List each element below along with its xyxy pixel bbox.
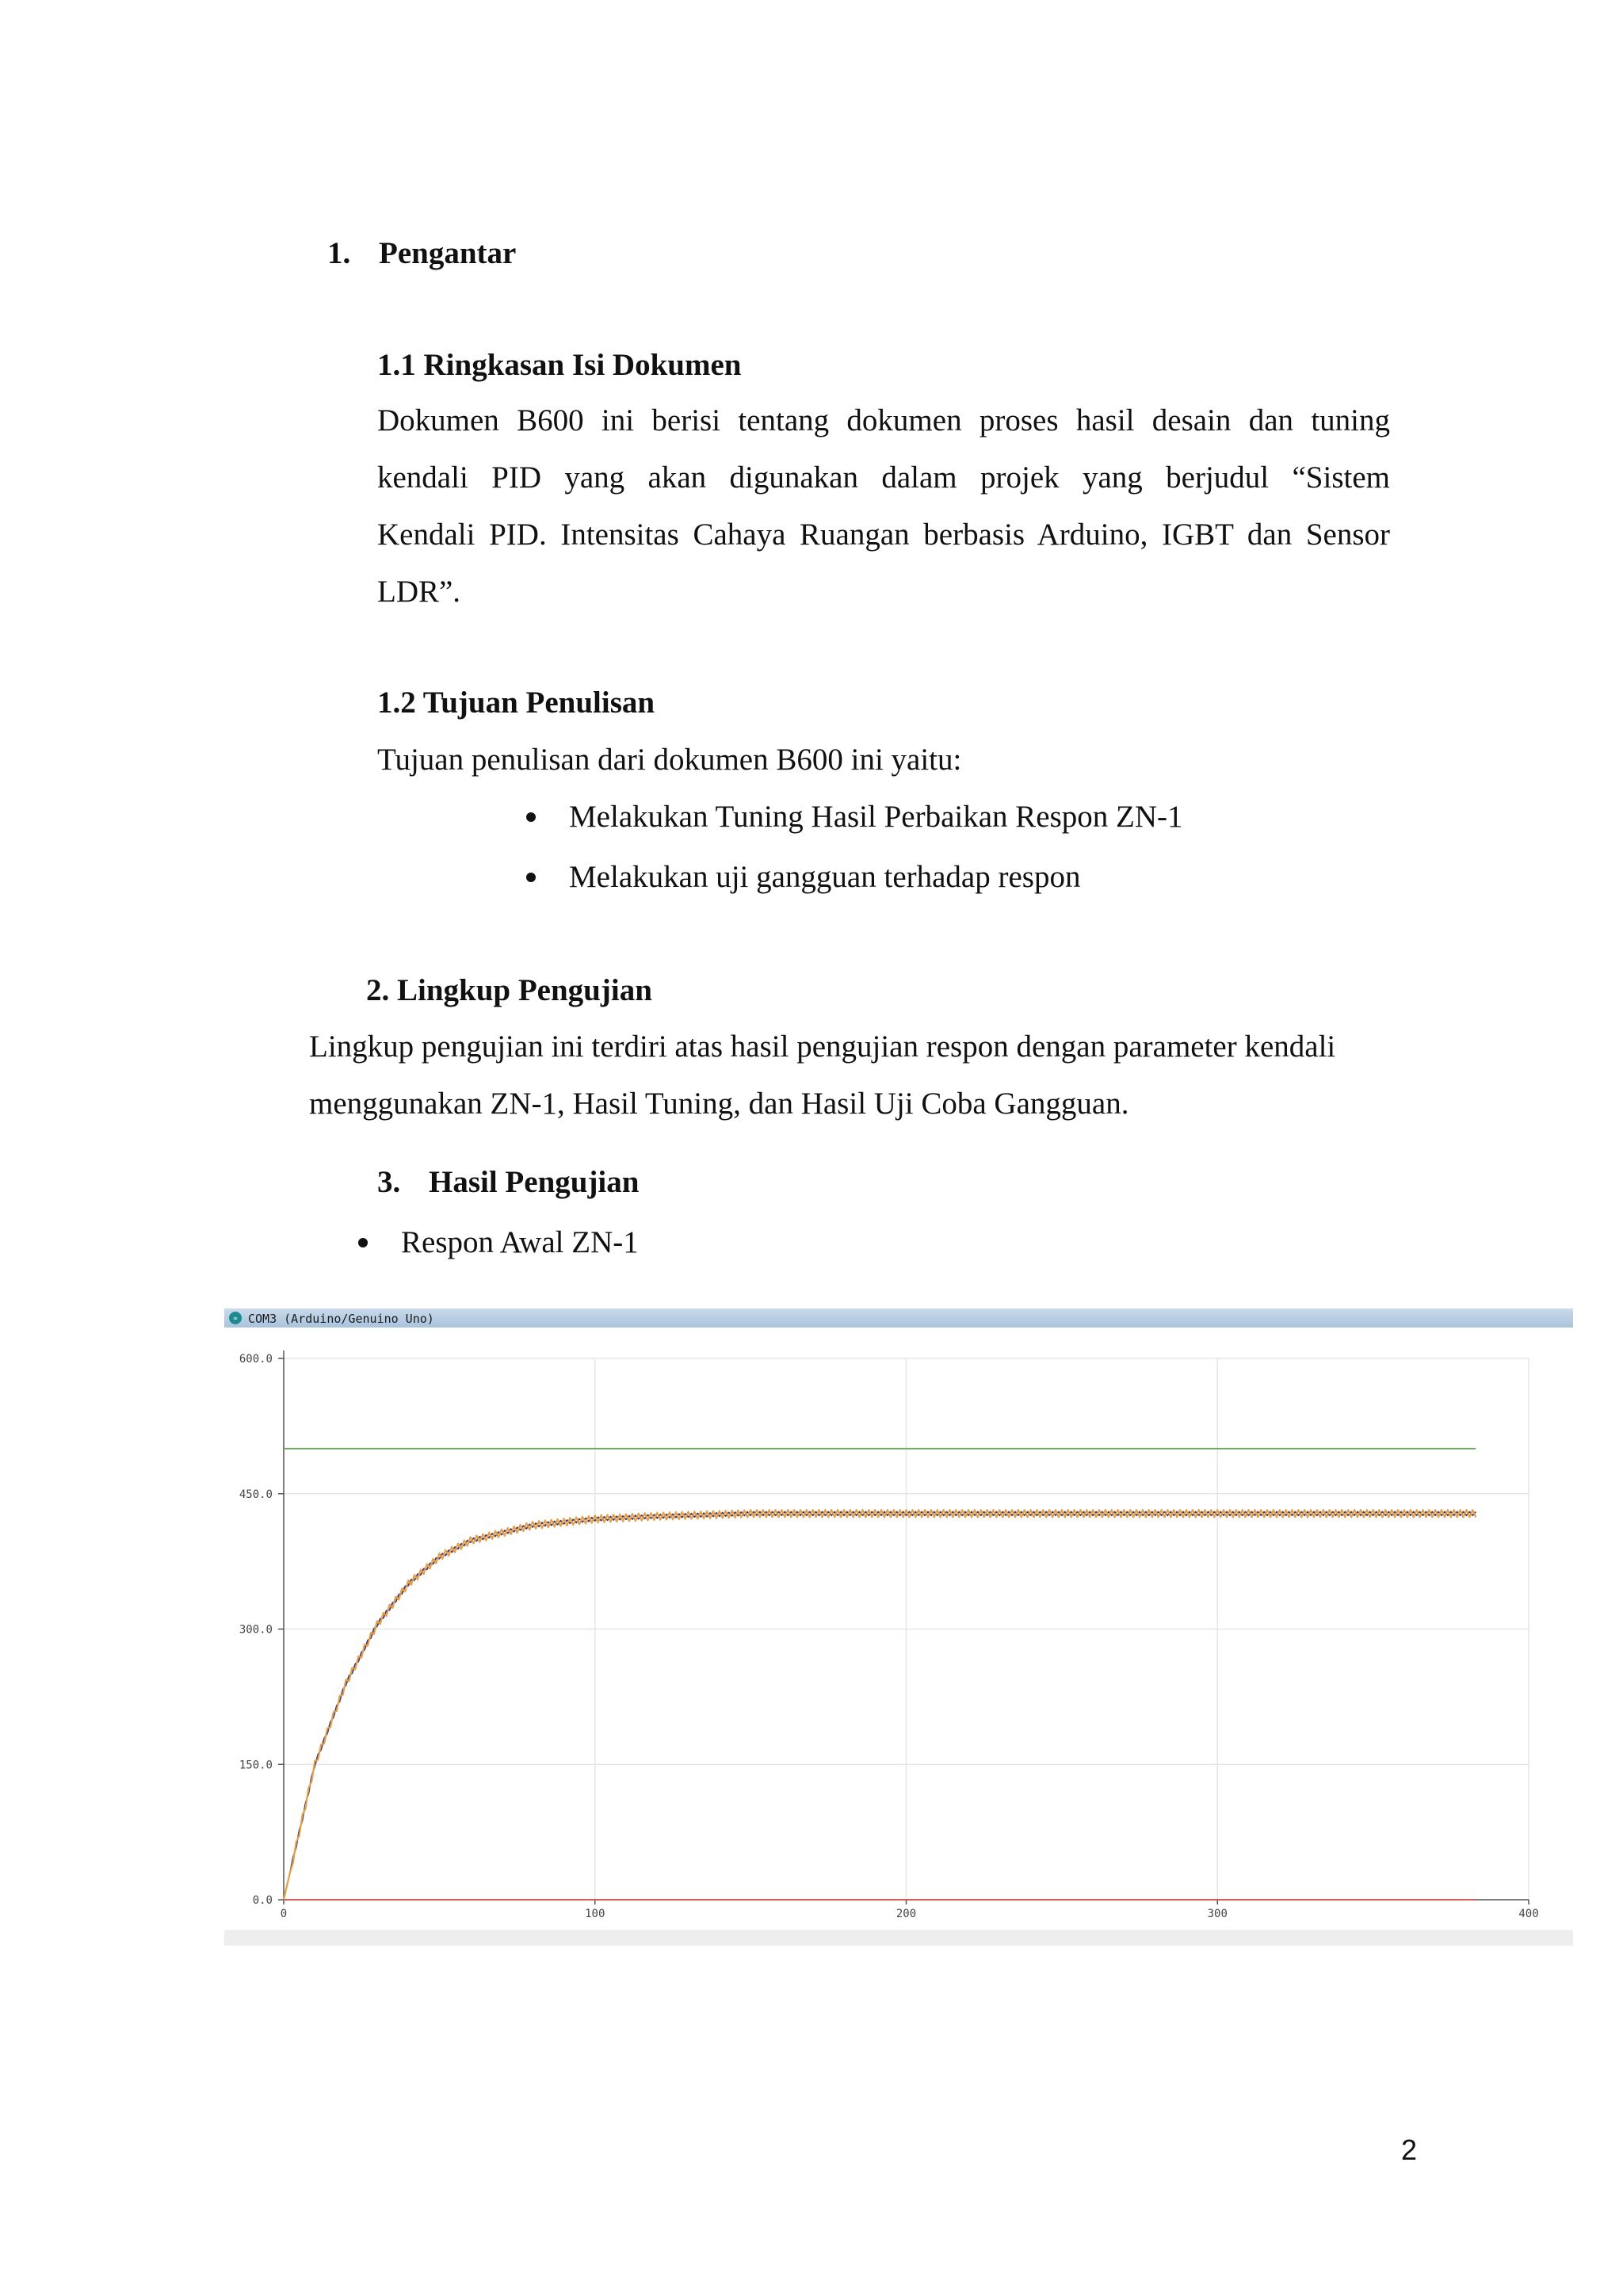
section-1-heading xyxy=(327,235,516,271)
arduino-icon xyxy=(229,1312,242,1324)
paragraph-line: menggunakan ZN-1, Hasil Tuning, dan Hasil Uji Coba Gangguan. xyxy=(309,1087,1129,1121)
y-tick-label: 150.0 xyxy=(239,1759,273,1772)
section-1-1-paragraph xyxy=(377,392,1390,621)
section-1-title: Pengantar xyxy=(379,236,517,270)
serial-plotter-window xyxy=(224,1308,1573,1946)
section-3-heading xyxy=(377,1164,639,1200)
section-1-1-title: 1.1 Ringkasan Isi Dokumen xyxy=(377,348,742,382)
window-title: COM3 (Arduino/Genuino Uno) xyxy=(248,1312,434,1326)
y-tick-label: 300.0 xyxy=(239,1623,273,1637)
section-1-number: 1. xyxy=(327,236,351,270)
paragraph-line: LDR”. xyxy=(377,575,461,609)
bullet-icon xyxy=(526,873,536,882)
paragraph-line: kendali PID yang akan digunakan dalam projek yang berjudul “Sistem xyxy=(377,460,1390,495)
section-2-title: 2. Lingkup Pengujian xyxy=(366,973,652,1007)
x-tick-label: 100 xyxy=(585,1908,605,1920)
section-3-title: Hasil Pengujian xyxy=(429,1165,640,1199)
paragraph-line: Kendali PID. Intensitas Cahaya Ruangan berbasis Arduino, IGBT dan Sensor xyxy=(377,518,1390,552)
x-tick-label: 400 xyxy=(1518,1908,1539,1920)
list-item-text: Respon Awal ZN-1 xyxy=(401,1225,639,1259)
list-item xyxy=(526,799,1183,835)
y-tick-label: 450.0 xyxy=(239,1488,273,1501)
x-tick-label: 0 xyxy=(280,1908,288,1920)
bullet-icon xyxy=(358,1238,368,1247)
bullet-icon xyxy=(526,812,536,822)
section-3-number: 3. xyxy=(377,1165,401,1199)
svg-text:∞: ∞ xyxy=(233,1315,238,1322)
paragraph-line: Dokumen B600 ini berisi tentang dokumen proses hasil desain dan tuning xyxy=(377,403,1390,437)
section-2-paragraph xyxy=(309,1018,1392,1133)
paragraph-line: Lingkup pengujian ini terdiri atas hasil pengujian respon dengan parameter kendali xyxy=(309,1030,1336,1064)
list-item xyxy=(358,1224,639,1260)
y-tick-label: 600.0 xyxy=(239,1353,273,1366)
x-tick-label: 200 xyxy=(896,1908,917,1920)
list-item xyxy=(526,859,1080,895)
page-number: 2 xyxy=(1401,2134,1418,2166)
list-item-text: Melakukan Tuning Hasil Perbaikan Respon ZN-1 xyxy=(569,800,1183,834)
list-item-text: Melakukan uji gangguan terhadap respon xyxy=(569,860,1081,894)
section-1-2-title: 1.2 Tujuan Penulisan xyxy=(377,686,655,720)
y-tick-label: 0.0 xyxy=(252,1894,273,1907)
x-tick-label: 300 xyxy=(1207,1908,1228,1920)
section-1-2-intro: Tujuan penulisan dari dokumen B600 ini yaitu: xyxy=(377,743,962,777)
